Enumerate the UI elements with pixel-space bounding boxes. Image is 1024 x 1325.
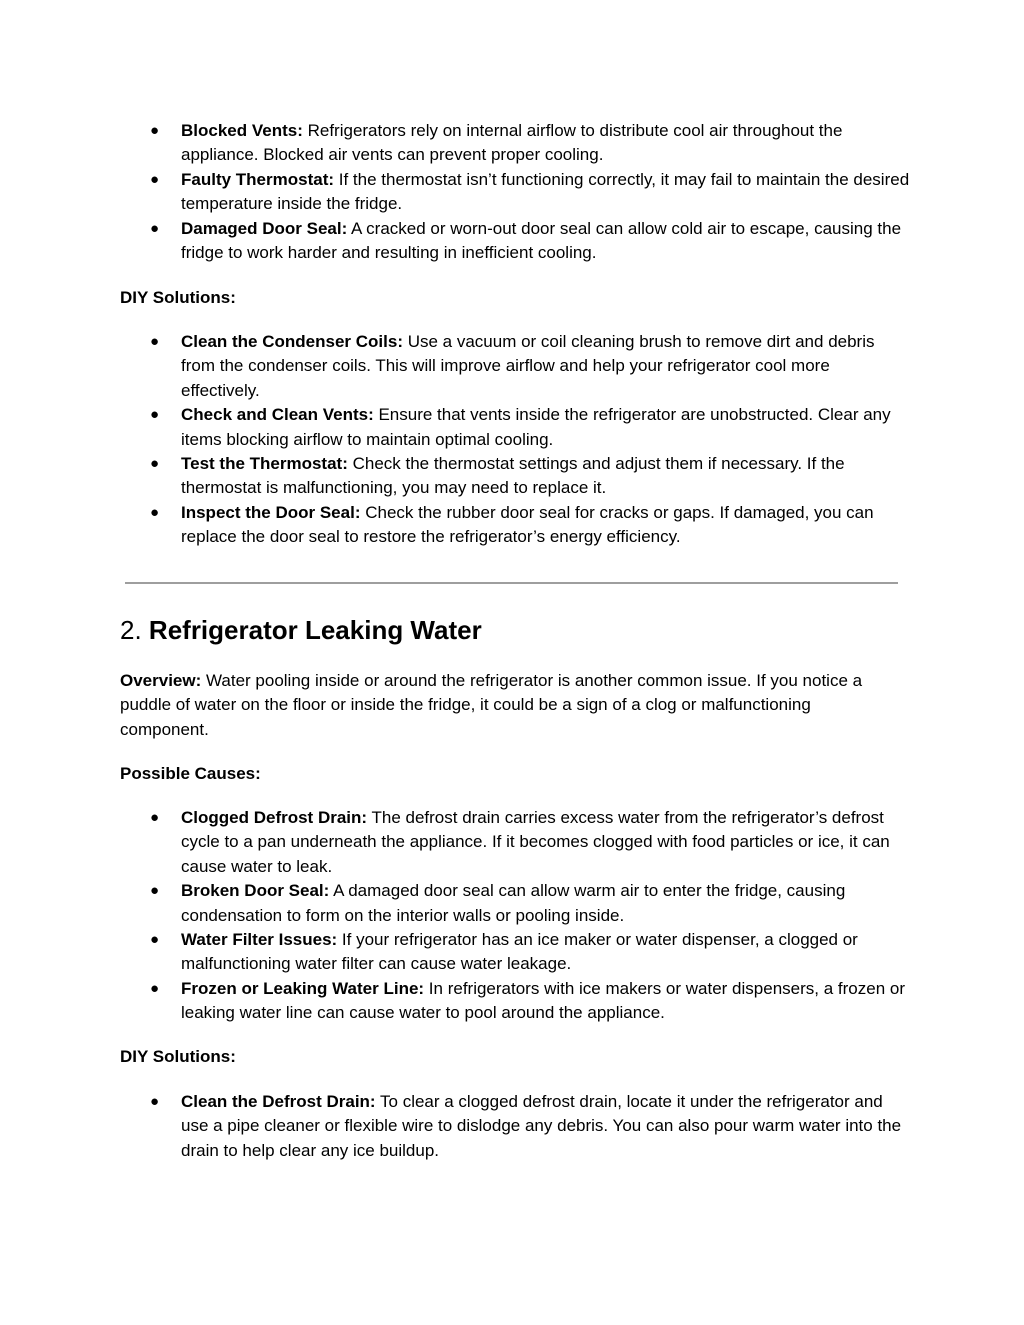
item-term: Clogged Defrost Drain:	[181, 808, 368, 827]
item-text: Refrigerators rely on internal airflow to distribute cool air throughout the appliance. Blocked air vents can prevent proper cooling.	[181, 121, 843, 165]
item-text: The defrost drain carries excess water from the refrigerator’s defrost cycle to a pan underneath the appliance. If it becomes clogged with food particles or ice, it can cause water to leak.	[181, 808, 890, 876]
overview-paragraph	[120, 669, 880, 742]
list-item	[120, 452, 910, 501]
possible-causes-list	[120, 806, 910, 1026]
item-term: Test the Thermostat:	[181, 454, 348, 474]
item-text: A cracked or worn-out door seal can allow cold air to escape, causing the fridge to work harder and resulting in inefficient cooling.	[181, 218, 902, 263]
item-text: A damaged door seal can allow warm air to enter the fridge, causing condensation to form on the interior walls or pooling inside.	[181, 881, 846, 925]
list-item	[120, 403, 910, 452]
item-text: Check the rubber door seal for cracks or gaps. If damaged, you can replace the door seal to restore the refrigerator’s energy efficiency.	[181, 502, 874, 547]
bullet-icon: ●	[150, 219, 160, 237]
bullet-icon: ●	[150, 503, 160, 521]
list-item	[120, 977, 910, 1026]
diy-solutions-list-2	[120, 1090, 910, 1163]
section-heading	[120, 612, 482, 648]
item-text: In refrigerators with ice makers or water dispensers, a frozen or leaking water line can cause water to pool around the appliance.	[181, 978, 905, 1023]
list-item	[120, 217, 910, 266]
bullet-icon: ●	[150, 809, 160, 826]
list-item	[120, 501, 910, 550]
item-text: If the thermostat isn’t functioning correctly, it may fail to maintain the desired temperature inside the fridge.	[181, 169, 910, 214]
list-item	[120, 806, 910, 879]
bullet-icon: ●	[150, 170, 160, 188]
item-text: Ensure that vents inside the refrigerator are unobstructed. Clear any items blocking airflow to maintain optimal cooling.	[181, 405, 891, 449]
bullet-icon: ●	[150, 122, 160, 139]
list-item	[120, 330, 910, 403]
bullet-icon: ●	[150, 931, 160, 949]
item-term: Faulty Thermostat:	[181, 169, 335, 189]
section-title: Refrigerator Leaking Water	[148, 615, 482, 645]
list-item	[120, 168, 910, 217]
item-term: Blocked Vents:	[181, 121, 303, 140]
item-text: Use a vacuum or coil cleaning brush to remove dirt and debris from the condenser coils. This will improve airflow and help your refrigerator cool more effectively.	[181, 332, 875, 400]
list-item	[120, 879, 910, 928]
item-term: Clean the Condenser Coils:	[181, 332, 403, 351]
list-item	[120, 1090, 910, 1163]
causes-list	[120, 119, 910, 265]
item-term: Check and Clean Vents:	[181, 405, 374, 425]
section-number: 2.	[120, 615, 142, 645]
bullet-icon: ●	[150, 882, 160, 900]
horizontal-divider	[125, 582, 898, 584]
overview-text: Water pooling inside or around the refrigerator is another common issue. If you notice a puddle of water on the floor or inside the fridge, it could be a sign of a clog or malfunctioning component.	[120, 671, 863, 739]
item-term: Broken Door Seal:	[181, 881, 330, 901]
item-term: Clean the Defrost Drain:	[181, 1092, 376, 1111]
possible-causes-heading: Possible Causes:	[120, 764, 261, 783]
item-text: If your refrigerator has an ice maker or water dispenser, a clogged or malfunctioning water filter can cause water leakage.	[181, 930, 858, 974]
item-term: Damaged Door Seal:	[181, 218, 348, 238]
item-text: To clear a clogged defrost drain, locate it under the refrigerator and use a pipe cleaner or flexible wire to dislodge any debris. You can also pour warm water into the drain to help clear any ice buildup.	[181, 1092, 902, 1160]
item-term: Water Filter Issues:	[181, 930, 338, 950]
diy-solutions-heading-2: DIY Solutions:	[120, 1047, 236, 1066]
bullet-icon: ●	[150, 333, 160, 350]
bullet-icon: ●	[150, 455, 160, 473]
bullet-icon: ●	[150, 1093, 160, 1110]
item-text: Check the thermostat settings and adjust them if necessary. If the thermostat is malfunctioning, you may need to replace it.	[181, 454, 845, 498]
diy-solutions-heading: DIY Solutions:	[120, 288, 236, 307]
bullet-icon: ●	[150, 979, 160, 997]
item-term: Inspect the Door Seal:	[181, 502, 361, 522]
list-item	[120, 119, 910, 168]
overview-label: Overview:	[120, 671, 202, 690]
bullet-icon: ●	[150, 406, 160, 424]
item-term: Frozen or Leaking Water Line:	[181, 978, 425, 998]
diy-solutions-list	[120, 330, 910, 550]
list-item	[120, 928, 910, 977]
